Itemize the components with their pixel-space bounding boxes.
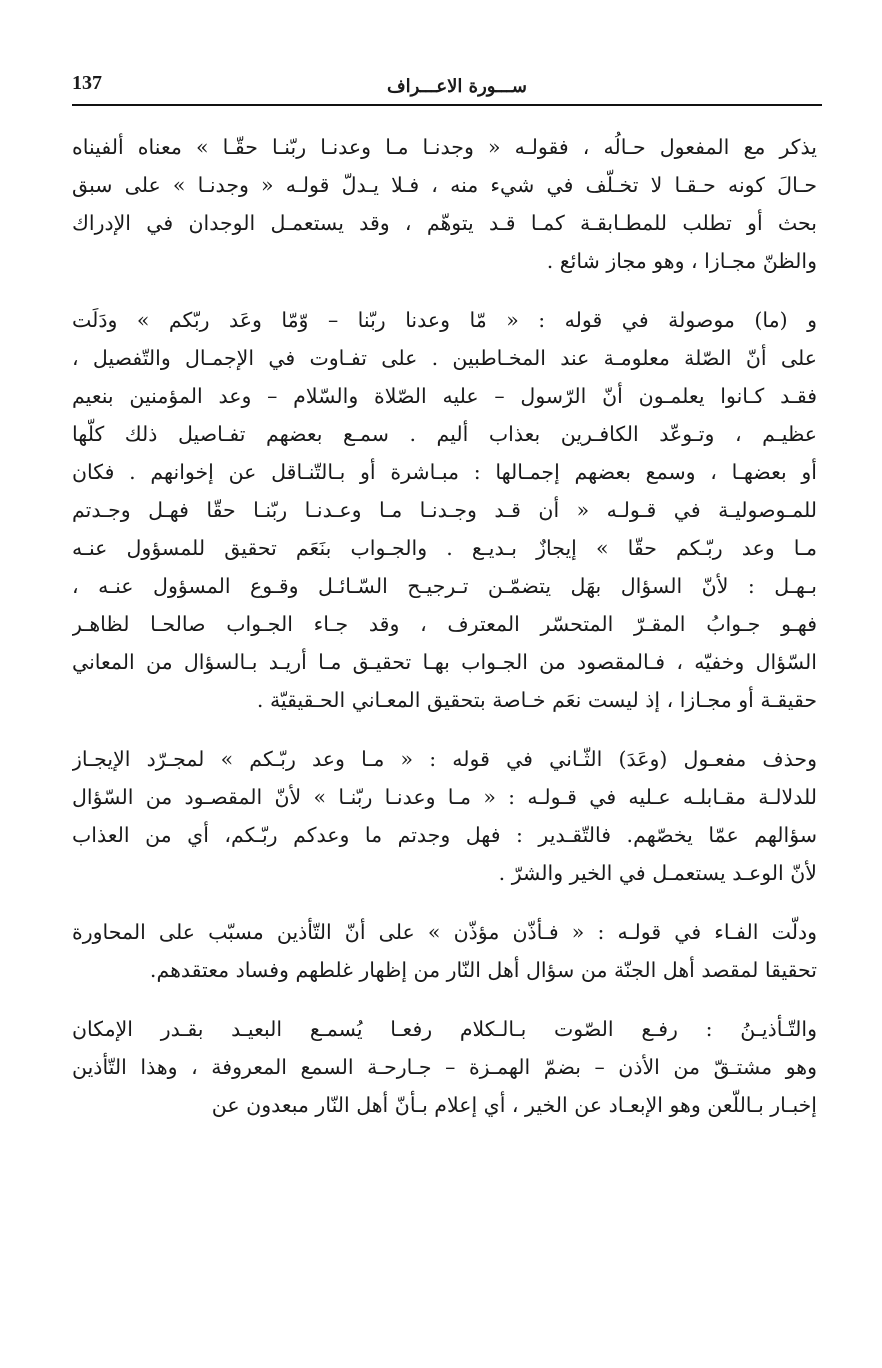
header-rule bbox=[72, 104, 822, 106]
text-line: السّؤال وخفيّه ، فـالمقصود من الجـواب بهـا تحقيـق مـا أريـد بـالسؤال من المعاني bbox=[72, 650, 817, 674]
paragraph bbox=[72, 740, 817, 892]
text-line: وهو مشتـقّ من الأذن – بضمّ الهمـزة – جـارحـة السمع المعروفة ، وهذا التّأذين bbox=[72, 1055, 817, 1079]
text-line: والظنّ مجـازا ، وهو مجاز شائع . bbox=[546, 249, 817, 273]
text-line: والتّـأذيـنُ : رفـع الصّوت بـالـكلام رفعـا يُسمـع البعيـد بقـدر الإمكان bbox=[72, 1017, 817, 1041]
text-line: سؤالهم عمّا يخصّهم. فالتّقـدير : فهل وجدتم ما وعدكم ربّـكم، أي من العذاب bbox=[72, 823, 817, 847]
text-line: بـهـل : لأنّ السؤال بهَل يتضمّـن تـرجيـح السّـائـل وقـوع المسؤول عنـه ، bbox=[72, 574, 817, 598]
text-line: على أنّ الصّلة معلومـة عند المخـاطبين . على تفـاوت في الإجمـال والتّفصيل ، bbox=[72, 346, 817, 370]
text-line: إخبـار بـاللّعن وهو الإبعـاد عن الخير ، أي إعلام بـأنّ أهل النّار مبعدون عن bbox=[211, 1093, 817, 1117]
page-body bbox=[72, 128, 817, 1145]
text-line: لأنّ الوعـد يستعمـل في الخير والشرّ . bbox=[498, 861, 817, 885]
text-line: مـا وعد ربّـكم حقّا » إيجازٌ بـديـع . والجـواب بنَعَم تحقيق للمسؤول عنـه bbox=[72, 536, 817, 560]
running-title: ســـورة الاعـــراف bbox=[386, 76, 527, 97]
text-line: حـالَ كونه حـقـا لا تخـلّف في شيء منه ، فـلا يـدلّ قولـه « وجدنـا » على سبق bbox=[72, 173, 817, 197]
text-line: حقيقـة أو مجـازا ، إذ ليست نعَم خـاصة بتحقيق المعـاني الحـقيقيّة . bbox=[256, 688, 817, 712]
text-line: عظيـم ، وتـوعّد الكافـرين بعذاب أليم . سمـع بعضهم تفـاصيل ذلك كلّها bbox=[72, 422, 817, 446]
text-line: و (ما) موصولة في قوله : « مّا وعدنا ربّنا – وّمّا وعَد ربّكم » ودَلَت bbox=[72, 308, 817, 332]
text-line: للدلالـة مقـابلـه عـليه في قـولـه : « مـا وعدنـا ربّنـا » لأنّ المقصـود من السّؤال bbox=[72, 785, 817, 809]
text-line: بحث أو تطلب للمطـابقـة كمـا قـد يتوهّم ، وقد يستعمـل الوجدان في الإدراك bbox=[72, 211, 817, 235]
text-line: يذكر مع المفعول حـالُه ، فقولـه « وجدنـا مـا وعدنـا ربّنـا حقّـا » معناه ألفيناه bbox=[72, 135, 817, 159]
text-line: وحذف مفعـول (وعَدَ) الثّـاني في قوله : « مـا وعد ربّـكم » لمجـرّد الإيجـاز bbox=[72, 747, 817, 771]
page-header bbox=[72, 70, 822, 106]
text-line: فهـو جـوابُ المقـرّ المتحسّر المعترف ، وقد جـاء الجـواب صالحـا لظاهـر bbox=[72, 612, 817, 636]
text-line: ودلّت الفـاء في قولـه : « فـأذّن مؤذّن » على أنّ التّأذين مسبّب على المحاورة bbox=[72, 920, 817, 944]
text-line: للمـوصوليـة في قـولـه « أن قـد وجـدنـا مـا وعـدنـا ربّنـا حقّا فهـل وجـدتم bbox=[72, 498, 817, 522]
paragraph bbox=[72, 1010, 817, 1124]
text-line: أو بعضهـا ، وسمع بعضهم إجمـالها : مبـاشرة أو بـالتّنـاقل عن إخوانهم . فكان bbox=[72, 460, 817, 484]
text-line: فقـد كـانوا يعلمـون أنّ الرّسول – عليه الصّلاة والسّلام – وعد المؤمنين بنعيم bbox=[72, 384, 817, 408]
page-number: 137 bbox=[72, 72, 102, 94]
paragraph bbox=[72, 301, 817, 719]
paragraph bbox=[72, 128, 817, 280]
text-line: تحقيقا لمقصد أهل الجنّة من سؤال أهل النّار من إظهار غلطهم وفساد معتقدهم. bbox=[149, 958, 817, 982]
paragraph bbox=[72, 913, 817, 989]
